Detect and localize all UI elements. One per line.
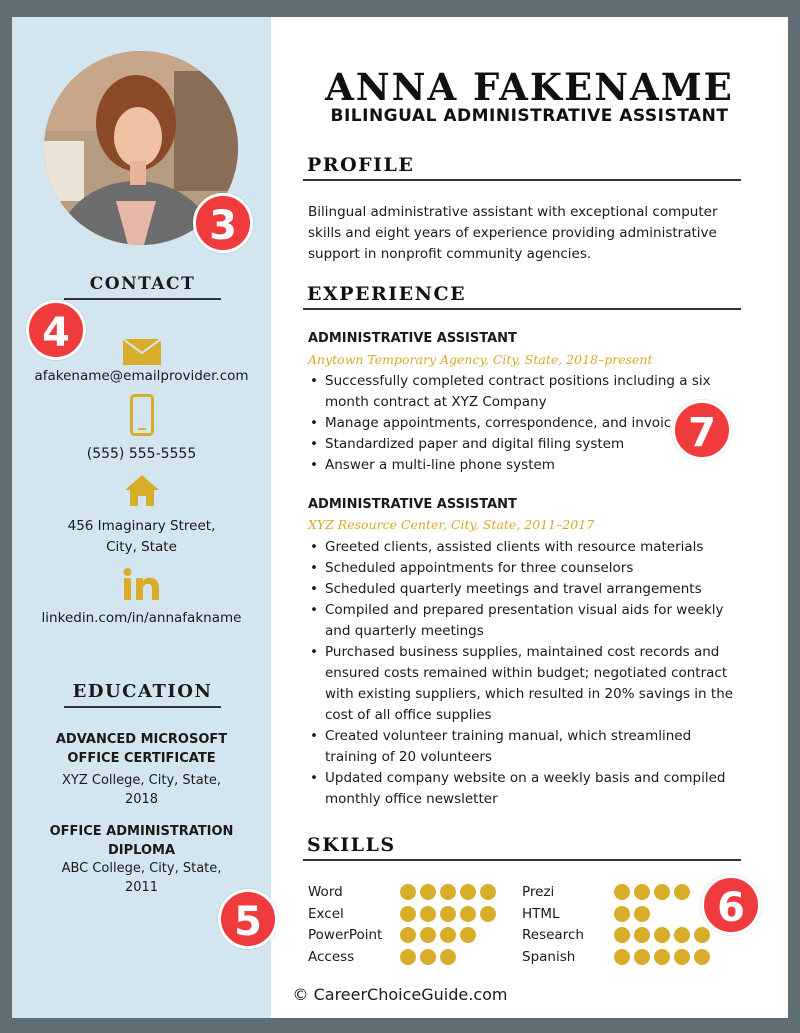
bullet-item: • Updated company website on a weekly basis and compiled monthly office newsletter: [308, 768, 740, 810]
education-title-line2: DIPLOMA: [107, 843, 176, 858]
skill-name: HTML: [522, 905, 560, 922]
bullet-item: • Answer a multi-line phone system: [308, 455, 740, 476]
skill-name: Access: [308, 948, 355, 965]
rating-dot: [694, 949, 710, 965]
bullet-item: • Created volunteer training manual, which streamlined training of 20 volunteers: [308, 726, 740, 768]
education-title-line1: OFFICE ADMINISTRATION: [49, 824, 234, 839]
skill-rating: [400, 927, 476, 943]
education-school-line1: XYZ College, City, State,: [62, 773, 221, 788]
rating-dot: [480, 884, 496, 900]
education-school-line2: 2018: [124, 792, 159, 807]
rating-dot: [440, 884, 456, 900]
experience-heading: EXPERIENCE: [303, 283, 741, 310]
skill-row: [308, 924, 476, 946]
rating-dot: [460, 906, 476, 922]
job-company: Anytown Temporary Agency, City, State, 2018–present: [308, 352, 653, 367]
contact-phone: (555) 555-5555: [86, 446, 197, 462]
skill-row: [308, 946, 456, 968]
job-company: XYZ Resource Center, City, State, 2011–2017: [308, 517, 595, 532]
bullet-item: • Successfully completed contract positions including a six month contract at XYZ Company: [308, 371, 740, 413]
bullet-item: • Standardized paper and digital filing system: [308, 434, 740, 455]
contact-address-line2: City, State: [106, 539, 177, 555]
skill-name: Research: [522, 927, 584, 943]
skill-name: Spanish: [522, 948, 576, 965]
resume-page: [12, 17, 788, 1018]
rating-dot: [420, 906, 436, 922]
rating-dot: [634, 927, 650, 943]
education-title-line1: ADVANCED MICROSOFT: [55, 732, 228, 747]
marker-3: 3: [193, 193, 253, 253]
main-content: [271, 17, 788, 1018]
rating-dot: [460, 927, 476, 943]
rating-dot: [674, 927, 690, 943]
bullet-item: • Purchased business supplies, maintained cost records and ensured costs remained within budget; negotiated contract with existing suppliers, which resulted in 20% savings in the cost of all office supplies: [308, 642, 740, 726]
rating-dot: [400, 906, 416, 922]
rating-dot: [674, 949, 690, 965]
contact-address-line1: 456 Imaginary Street,: [67, 518, 216, 534]
skill-row: [522, 881, 690, 903]
skill-name: Prezi: [522, 884, 555, 900]
marker-5: 5: [218, 889, 278, 949]
skill-row: [522, 946, 710, 968]
sidebar: [12, 17, 271, 1018]
skill-rating: [400, 884, 496, 900]
rating-dot: [634, 884, 650, 900]
skill-row: [308, 881, 496, 903]
profile-heading: PROFILE: [303, 154, 741, 181]
bullet-item: • Compiled and prepared presentation visual aids for weekly and quarterly meetings: [308, 600, 740, 642]
skill-rating: [614, 949, 710, 965]
profile-text: Bilingual administrative assistant with exceptional computer skills and eight years of experience providing administrative support in nonprofit community agencies.: [308, 204, 718, 262]
bullet-item: • Scheduled quarterly meetings and travel arrangements: [308, 579, 740, 600]
rating-dot: [694, 927, 710, 943]
rating-dot: [440, 949, 456, 965]
job-title: ADMINISTRATIVE ASSISTANT: [308, 331, 517, 346]
rating-dot: [674, 884, 690, 900]
skill-name: Word: [308, 884, 343, 900]
rating-dot: [654, 949, 670, 965]
bullet-item: • Manage appointments, correspondence, and invoic: [308, 413, 740, 434]
skill-name: PowerPoint: [308, 927, 383, 943]
rating-dot: [400, 927, 416, 943]
candidate-name: ANNA FAKENAME: [325, 65, 734, 109]
rating-dot: [654, 884, 670, 900]
rating-dot: [614, 927, 630, 943]
skill-rating: [614, 927, 710, 943]
rating-dot: [614, 884, 630, 900]
education-school-line2: 2011: [124, 880, 159, 895]
skill-rating: [614, 884, 690, 900]
rating-dot: [654, 927, 670, 943]
job-bullets: [308, 537, 740, 810]
job-title: ADMINISTRATIVE ASSISTANT: [308, 497, 517, 512]
skills-heading: SKILLS: [303, 834, 741, 861]
rating-dot: [460, 884, 476, 900]
rating-dot: [634, 906, 650, 922]
skill-row: [308, 903, 496, 925]
contact-email[interactable]: afakename@emailprovider.com: [34, 368, 249, 384]
rating-dot: [440, 906, 456, 922]
home-icon: [122, 473, 162, 507]
marker-7: 7: [672, 400, 732, 460]
contact-heading: CONTACT: [64, 274, 221, 300]
skill-rating: [400, 949, 456, 965]
rating-dot: [420, 927, 436, 943]
rating-dot: [480, 906, 496, 922]
rating-dot: [420, 884, 436, 900]
footer-copyright: © CareerChoiceGuide.com: [292, 985, 508, 1004]
rating-dot: [614, 949, 630, 965]
rating-dot: [400, 884, 416, 900]
marker-6: 6: [701, 875, 761, 935]
skill-name: Excel: [308, 905, 344, 922]
skill-row: [522, 903, 650, 925]
education-title-line2: OFFICE CERTIFICATE: [67, 751, 216, 766]
contact-linkedin[interactable]: linkedin.com/in/annafakname: [41, 610, 242, 626]
rating-dot: [420, 949, 436, 965]
rating-dot: [440, 927, 456, 943]
bullet-item: • Scheduled appointments for three counselors: [308, 558, 740, 579]
rating-dot: [400, 949, 416, 965]
education-school-line1: ABC College, City, State,: [61, 861, 222, 876]
linkedin-icon: [122, 565, 162, 605]
education-heading: EDUCATION: [64, 681, 221, 708]
envelope-icon: [122, 335, 162, 369]
rating-dot: [614, 906, 630, 922]
candidate-title: BILINGUAL ADMINISTRATIVE ASSISTANT: [330, 106, 729, 126]
phone-icon: [122, 393, 162, 437]
skill-row: [522, 924, 710, 946]
rating-dot: [634, 949, 650, 965]
marker-4: 4: [26, 300, 86, 360]
bullet-item: • Greeted clients, assisted clients with resource materials: [308, 537, 740, 558]
skill-rating: [400, 906, 496, 922]
skill-rating: [614, 906, 650, 922]
